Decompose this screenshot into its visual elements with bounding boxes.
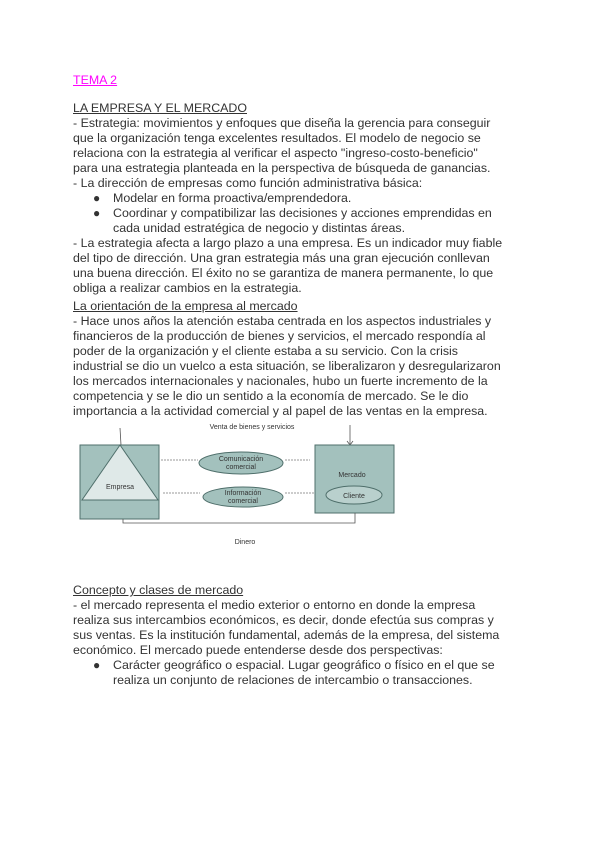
- text-line: industrial se dio un vuelco a esta situación, se liberalizaron y desregularizaron: [73, 359, 501, 373]
- text-line: poder de la organización y el cliente estaba a su servicio. Con la crisis: [73, 344, 458, 358]
- text-line: financieros de la producción de bienes y servicios, el mercado respondía al: [73, 329, 486, 343]
- bullet-text: realiza un conjunto de relaciones de intercambio o transacciones.: [113, 673, 473, 687]
- sales-label: Venta de bienes y servicios: [209, 424, 295, 431]
- text-line: - Estrategia: movimientos y enfoques que diseña la gerencia para conseguir: [73, 116, 491, 130]
- text-line: una buena dirección. El éxito no se garantiza de manera permanente, lo que: [73, 266, 494, 280]
- empresa-label: Empresa: [105, 484, 135, 491]
- doc-title: TEMA 2: [73, 73, 118, 87]
- section-heading: La orientación de la empresa al mercado: [73, 299, 298, 313]
- bullet-text: Coordinar y compatibilizar las decisiones y acciones emprendidas en: [113, 206, 492, 220]
- text-line: - el mercado representa el medio exterior o entorno en donde la empresa: [73, 598, 476, 612]
- bullet-icon: ●: [93, 206, 101, 220]
- text-line: sus ventas. Es la institución fundamental, además de la empresa, del sistema: [73, 628, 500, 642]
- mercado-label: Mercado: [338, 472, 366, 479]
- section-heading: Concepto y clases de mercado: [73, 583, 244, 597]
- text-line: que la organización tenga excelentes resultados. El modelo de negocio se: [73, 131, 481, 145]
- bullet-text: Carácter geográfico o espacial. Lugar geográfico o físico en el que se: [113, 658, 495, 672]
- comunicacion-label: comercial: [226, 464, 256, 471]
- text-line: económico. El mercado puede entenderse desde dos perspectivas:: [73, 643, 443, 657]
- market-diagram: [0, 415, 600, 555]
- bullet-icon: ●: [93, 191, 101, 205]
- text-line: para una estrategia planteada en la perspectiva de búsqueda de ganancias.: [73, 161, 491, 175]
- text-line: realiza sus intercambios económicos, es decir, donde efectúa sus compras y: [73, 613, 494, 627]
- text-line: - La estrategia afecta a largo plazo a una empresa. Es un indicador muy fiable: [73, 236, 503, 250]
- text-line: los mercados internacionales y nacionales, hubo un fuerte incremento de la: [73, 374, 488, 388]
- text-line: - Hace unos años la atención estaba centrada en los aspectos industriales y: [73, 314, 492, 328]
- section-heading: LA EMPRESA Y EL MERCADO: [73, 101, 247, 115]
- bullet-text: cada unidad estratégica de negocio y distintas áreas.: [113, 221, 406, 235]
- bullet-text: Modelar en forma proactiva/emprendedora.: [113, 191, 352, 205]
- cliente-label: Cliente: [343, 493, 365, 500]
- informacion-label: Información: [224, 490, 262, 497]
- comunicacion-label: Comunicación: [218, 456, 264, 463]
- tick-line: [120, 428, 121, 445]
- informacion-label: comercial: [228, 498, 258, 505]
- text-line: - La dirección de empresas como función administrativa básica:: [73, 176, 423, 190]
- text-line: competencia y se le dio un sentido a la economía de mercado. Se le dio: [73, 389, 469, 403]
- bullet-icon: ●: [93, 658, 101, 672]
- text-line: del tipo de dirección. Una gran estrategia más una gran ejecución conllevan: [73, 251, 490, 265]
- text-line: relaciona con la estrategia al verificar el aspecto "ingreso-costo-beneficio": [73, 146, 478, 160]
- text-line: importancia a la actividad comercial y al papel de las ventas en la empresa.: [73, 404, 488, 418]
- text-line: obliga a realizar cambios en la estrategia.: [73, 281, 302, 295]
- money-label: Dinero: [234, 539, 256, 546]
